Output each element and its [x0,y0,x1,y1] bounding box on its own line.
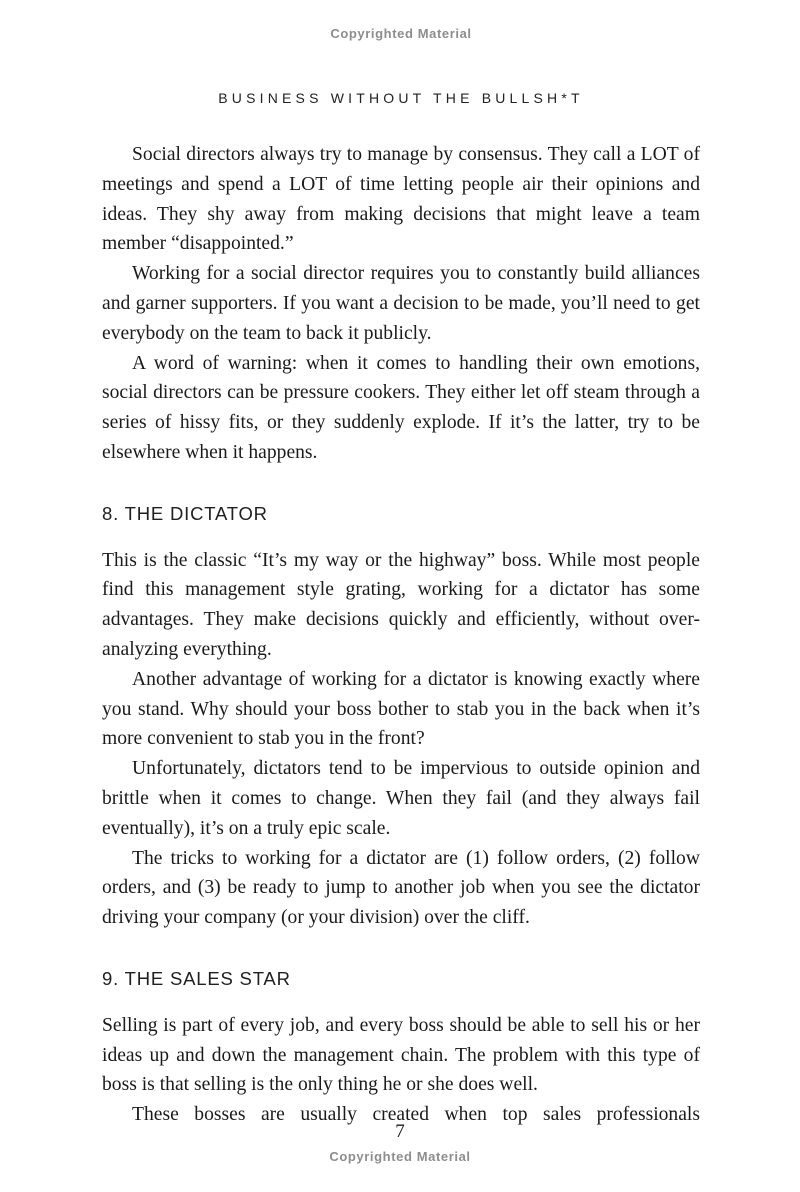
paragraph: Unfortunately, dictators tend to be impervious to outside opinion and brittle when it comes to change. When they fail (and they always fail eventually), it’s on a truly epic scale. [102,758,700,839]
running-head: BUSINESS WITHOUT THE BULLSH*T [218,90,584,106]
section-heading-dictator: 8. THE DICTATOR [102,502,268,524]
section-heading-sales-star: 9. THE SALES STAR [102,967,291,989]
paragraph: Another advantage of working for a dictator is knowing exactly where you stand. Why should your boss bother to stab you in the back when it’s more convenient to stab you in the front? [102,668,700,750]
paragraph: The tricks to working for a dictator are (1) follow orders, (2) follow orders, and (3) be ready to jump to another job when you see the dictator driving your company (or your division) over the cliff. [102,847,700,929]
page-footer [0,1121,800,1164]
paragraph: Selling is part of every job, and every boss should be able to sell his or her ideas up and down the management chain. The problem with this type of boss is that selling is the only thing he or she does well. [102,1014,700,1096]
bottom-copyright-notice: Copyrighted Material [329,1149,471,1164]
paragraph: Social directors always try to manage by consensus. They call a LOT of meetings and spend a LOT of time letting people air their opinions and ideas. They shy away from making decisions that might leave a team member “disappointed.” [102,144,700,255]
paragraph: This is the classic “It’s my way or the highway” boss. While most people find this management style grating, working for a dictator has some advantages. They make decisions quickly and efficiently, without over-analyzing everything. [102,549,700,660]
body-text [102,140,700,1130]
paragraph: A word of warning: when it comes to handling their own emotions, social directors can be pressure cookers. They either let off steam through a series of hissy fits, or they suddenly explode. If it’s the latter, try to be elsewhere when it happens. [102,352,700,463]
top-copyright-notice: Copyrighted Material [330,26,472,41]
paragraph: These bosses are usually created when top sales professionals [132,1104,700,1126]
page-number: 7 [395,1121,405,1142]
paragraph: Working for a social director requires you to constantly build alliances and garner supporters. If you want a decision to be made, you’ll need to get everybody on the team to back it publicly. [102,263,700,344]
